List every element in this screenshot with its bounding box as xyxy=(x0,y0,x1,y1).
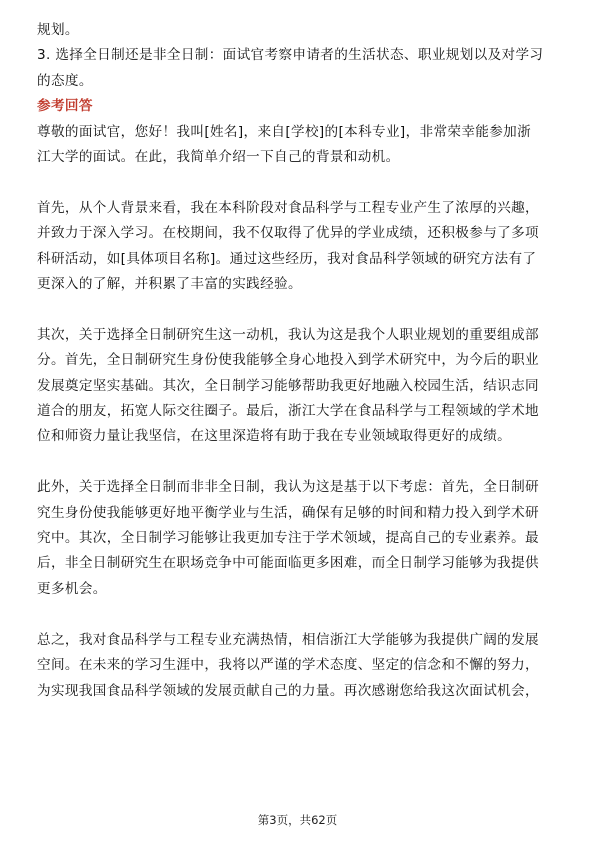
paragraph-line: 空间。在未来的学习生涯中，我将以严谨的学术态度、坚定的信念和不懈的努力， xyxy=(37,657,539,674)
answer-heading: 参考回答 xyxy=(37,98,93,115)
paragraph-line: 后，非全日制研究生在职场竞争中可能面临更多困难，而全日制学习能够为我提供 xyxy=(37,555,539,572)
paragraph-line: 尊敬的面试官，您好！我叫[姓名]，来自[学校]的[本科专业]，非常荣幸能参加浙 xyxy=(37,123,532,140)
paragraph-greeting xyxy=(37,120,559,171)
paragraph-background xyxy=(37,196,559,298)
page-number-footer: 第3页，共62页 xyxy=(257,813,338,827)
paragraph-line: 更深入的了解，并积累了丰富的实践经验。 xyxy=(37,276,302,293)
paragraph-line: 究中。其次，全日制学习能够让我更加专注于学术领域，提高自己的专业素养。最 xyxy=(37,530,539,547)
paragraph-fulltime-motivation xyxy=(37,323,559,450)
intro-block xyxy=(37,18,559,94)
document-page xyxy=(37,18,559,704)
paragraph-line: 究生身份使我能够更好地平衡学业与生活，确保有足够的时间和精力投入到学术研 xyxy=(37,504,539,521)
paragraph-line: 总之，我对食品科学与工程专业充满热情，相信浙江大学能够为我提供广阔的发展 xyxy=(37,631,539,648)
paragraph-line: 并致力于深入学习。在校期间，我不仅取得了优异的学业成绩，还积极参与了多项 xyxy=(37,225,539,242)
intro-line: 3. 选择全日制还是非全日制：面试官考察申请者的生活状态、职业规划以及对学习 xyxy=(37,47,544,64)
paragraph-line: 分。首先，全日制研究生身份使我能够全身心地投入到学术研究中，为今后的职业 xyxy=(37,352,539,369)
intro-line: 的态度。 xyxy=(37,72,93,89)
paragraph-line: 其次，关于选择全日制研究生这一动机，我认为这是我个人职业规划的重要组成部 xyxy=(37,326,539,343)
paragraph-line: 更多机会。 xyxy=(37,580,107,597)
paragraph-line: 位和师资力量让我坚信，在这里深造将有助于我在专业领域取得更好的成绩。 xyxy=(37,428,512,445)
paragraph-fulltime-vs-parttime xyxy=(37,475,559,602)
answer-body xyxy=(37,120,559,704)
paragraph-line: 江大学的面试。在此，我简单介绍一下自己的背景和动机。 xyxy=(37,149,400,166)
paragraph-line: 道合的朋友，拓宽人际交往圈子。最后，浙江大学在食品科学与工程领域的学术地 xyxy=(37,403,539,420)
paragraph-line: 此外，关于选择全日制而非非全日制，我认为这是基于以下考虑：首先，全日制研 xyxy=(37,479,539,496)
paragraph-conclusion xyxy=(37,628,559,704)
intro-line: 规划。 xyxy=(37,22,79,38)
paragraph-line: 发展奠定坚实基础。其次，全日制学习能够帮助我更好地融入校园生活，结识志同 xyxy=(37,377,539,394)
paragraph-line: 首先，从个人背景来看，我在本科阶段对食品科学与工程专业产生了浓厚的兴趣， xyxy=(37,199,539,216)
paragraph-line: 为实现我国食品科学领域的发展贡献自己的力量。再次感谢您给我这次面试机会， xyxy=(37,682,539,699)
paragraph-line: 科研活动，如[具体项目名称]。通过这些经历，我对食品科学领域的研究方法有了 xyxy=(37,250,537,267)
